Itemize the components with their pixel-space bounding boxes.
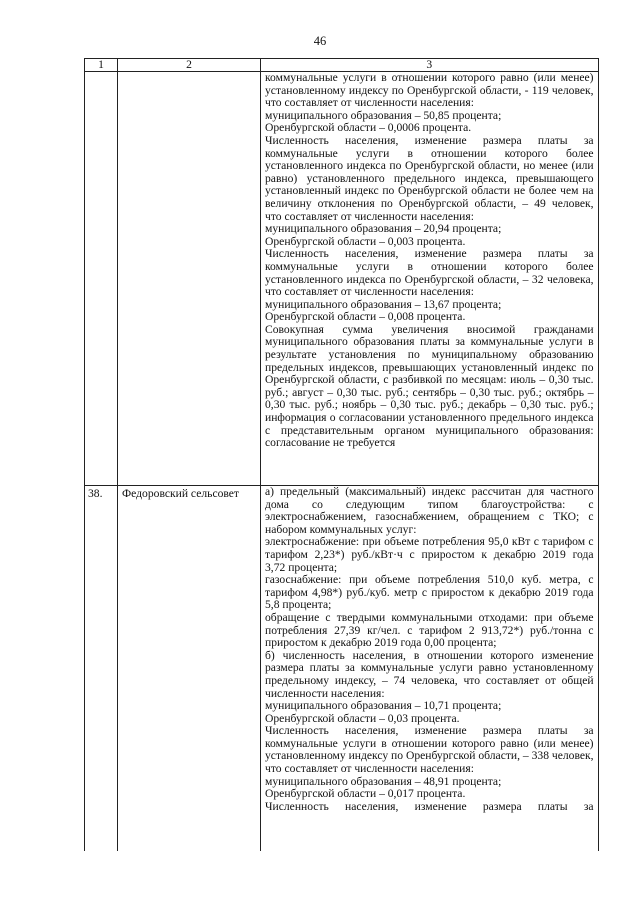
table-row-38 xyxy=(85,486,599,852)
text-line: Численность населения, изменение размера платы за xyxy=(265,799,594,813)
continuation-number-cell xyxy=(85,72,118,486)
text-line: электроснабжением, газоснабжением, обращением с ТКО; с xyxy=(265,510,594,524)
text-line: что составляет от численности населения: xyxy=(265,96,474,110)
text-line: Оренбургской области – 0,008 процента. xyxy=(265,310,466,324)
text-line: с представительным органом муниципального образования: xyxy=(265,423,594,437)
text-line: согласование не требуется xyxy=(265,436,396,450)
municipality-name: Федоровский сельсовет xyxy=(118,486,261,852)
table-row-continuation xyxy=(85,72,599,486)
text-line: муниципального образования – 50,85 процента; xyxy=(265,108,502,122)
text-line: коммунальные услуги в отношении которого более xyxy=(265,146,594,160)
text-line: б) численность населения, в отношении которого изменение xyxy=(265,648,594,662)
text-line: численности населения: xyxy=(265,686,385,700)
text-line: Оренбургской области – 0,03 процента. xyxy=(265,711,460,725)
text-line: предельному индексу, – 74 человека, что составляет от общей xyxy=(265,673,594,687)
document-table xyxy=(84,58,599,851)
text-line: информация о согласовании установленного предельного индекса xyxy=(265,411,594,425)
text-line: набором коммунальных услуг: xyxy=(265,522,417,536)
text-line: что составляет от численности населения: xyxy=(265,285,474,299)
text-line: дома со следующим типом благоустройства: с xyxy=(265,497,594,511)
text-line: предельных индексов, превышающих установленный индекс по xyxy=(265,360,594,374)
text-line: Численность населения, изменение размера платы за xyxy=(265,133,594,147)
text-line: что составляет от численности населения: xyxy=(265,209,474,223)
text-line: Численность населения, изменение размера платы за xyxy=(265,247,594,261)
text-line: коммунальные услуги в отношении которого равно (или менее) xyxy=(265,736,594,750)
continuation-text xyxy=(265,72,594,450)
header-col-1: 1 xyxy=(85,59,118,72)
text-line: Оренбургской области – 0,017 процента. xyxy=(265,787,466,801)
text-line: установленного индекса по Оренбургской области, но менее (или xyxy=(265,159,594,173)
text-line: результате установления по муниципальному образованию xyxy=(265,348,594,362)
text-line: муниципального образования – 48,91 процента; xyxy=(265,774,502,788)
header-col-2: 2 xyxy=(118,59,261,72)
text-line: потребления 27,39 кг/чел. с тарифом 2 913,72*) руб./тонна с xyxy=(265,623,594,637)
text-line: что составляет от численности населения: xyxy=(265,762,474,776)
text-line: обращение с твердыми коммунальными отходами: при объеме xyxy=(265,610,594,624)
text-line: тарифом 2,23*) руб./кВт·ч с приростом к декабрю 2019 года xyxy=(265,547,594,561)
text-line: муниципального образования – 13,67 процента; xyxy=(265,297,502,311)
page-number: 46 xyxy=(313,34,327,48)
text-line: 5,8 процента; xyxy=(265,598,332,612)
row-38-text-cell xyxy=(261,486,599,852)
text-line: Оренбургской области – 0,0006 процента. xyxy=(265,121,472,135)
text-line: размера платы за коммунальные услуги равно установленному xyxy=(265,661,594,675)
text-line: электроснабжение: при объеме потребления 95,0 кВт с тарифом с xyxy=(265,535,594,549)
text-line: приростом к декабрю 2019 года 0,00 процента; xyxy=(265,636,497,650)
row-number: 38. xyxy=(85,486,118,852)
text-line: Численность населения, изменение размера платы за xyxy=(265,724,594,738)
text-line: муниципального образования – 10,71 процента; xyxy=(265,699,502,713)
text-line: Оренбургской области – 0,003 процента. xyxy=(265,234,466,248)
text-line: муниципального образования – 20,94 процента; xyxy=(265,222,502,236)
header-col-3: 3 xyxy=(261,59,599,72)
continuation-text-cell xyxy=(261,72,599,486)
table-header-row xyxy=(85,59,599,72)
text-line: установленному индексу по Оренбургской области, - 119 человек, xyxy=(265,83,594,97)
text-line: муниципального образования платы за коммунальные услуги в xyxy=(265,335,594,349)
text-line: коммунальные услуги в отношении которого равно (или менее) xyxy=(265,71,594,84)
text-line: 0,30 тыс. руб.; ноябрь – 0,30 тыс. руб.; декабрь – 0,30 тыс. руб.; xyxy=(265,398,594,412)
text-line: установленный индекс по Оренбургской области не более чем на xyxy=(265,184,594,198)
text-line: газоснабжение: при объеме потребления 510,0 куб. метра, с xyxy=(265,573,594,587)
text-line: установленному индексу по Оренбургской области, – 338 человек, xyxy=(265,749,594,763)
text-line: Совокупная сумма увеличения вносимой гражданами xyxy=(265,322,594,336)
continuation-name-cell xyxy=(118,72,261,486)
text-line: 3,72 процента; xyxy=(265,560,338,574)
text-line: руб.; август – 0,30 тыс. руб.; сентябрь – 0,30 тыс. руб.; октябрь – xyxy=(265,385,594,399)
text-line: установленного индекса по Оренбургской области, – 32 человека, xyxy=(265,272,594,286)
text-line: а) предельный (максимальный) индекс рассчитан для частного xyxy=(265,485,594,498)
text-line: Оренбургской области, с разбивкой по месяцам: июль – 0,30 тыс. xyxy=(265,373,594,387)
row-38-text xyxy=(265,486,594,813)
text-line: коммунальные услуги в отношении которого более xyxy=(265,259,594,273)
text-line: тарифом 4,98*) руб./куб. метр с приростом к декабрю 2019 года xyxy=(265,585,594,599)
text-line: величину отклонения по Оренбургской области, – 49 человек, xyxy=(265,196,594,210)
text-line: равно) установленного предельного индекса, превышающего xyxy=(265,171,594,185)
